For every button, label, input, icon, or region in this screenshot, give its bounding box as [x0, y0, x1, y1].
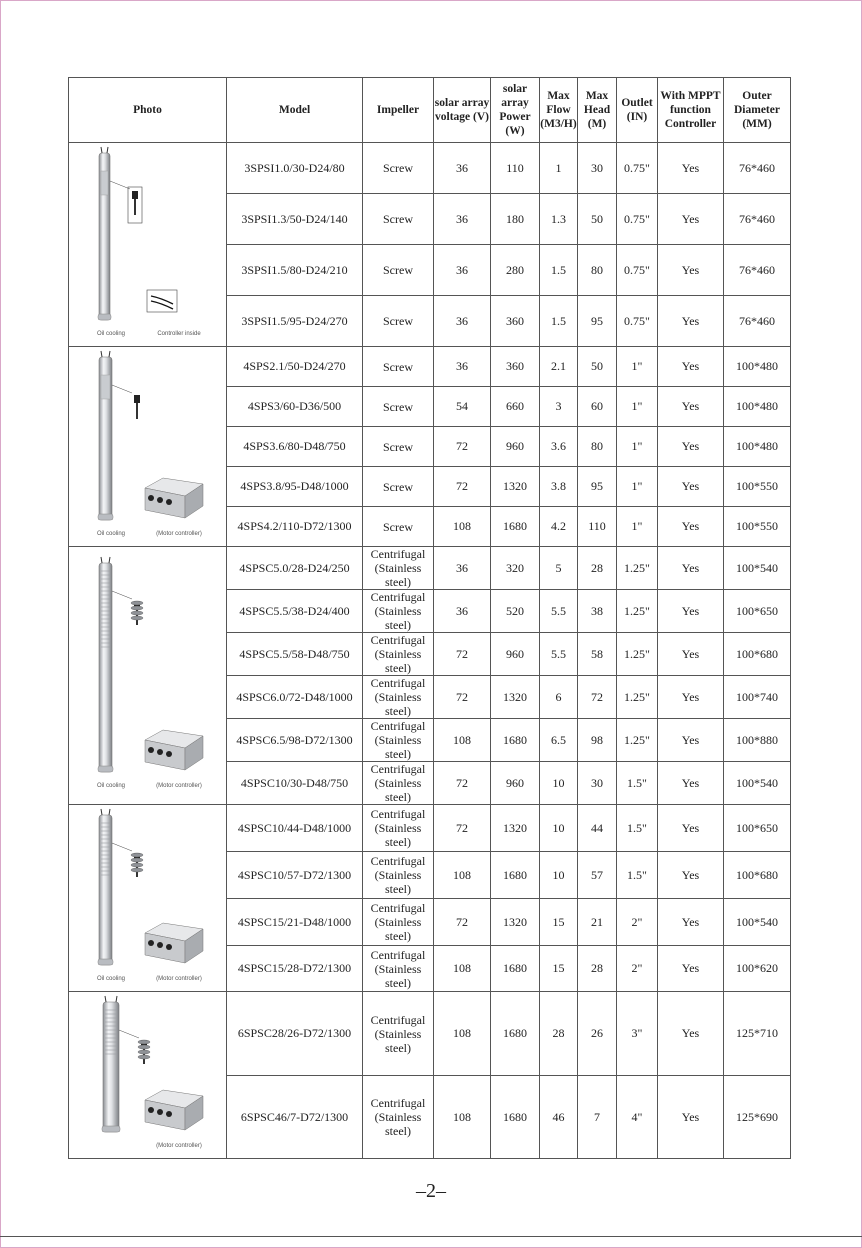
flow-cell: 3.6 — [540, 427, 578, 467]
flow-cell: 4.2 — [540, 507, 578, 547]
head-cell: 50 — [578, 347, 617, 387]
head-cell: 38 — [578, 590, 617, 633]
photo-cell — [69, 547, 227, 805]
impeller-inset — [119, 1030, 150, 1064]
voltage-cell: 72 — [434, 805, 491, 852]
model-cell: 3SPSI1.0/30-D24/80 — [227, 143, 363, 194]
impeller-inset — [112, 591, 143, 625]
voltage-cell: 36 — [434, 245, 491, 296]
flow-cell: 1 — [540, 143, 578, 194]
controller-photo — [145, 478, 203, 518]
table-row — [69, 347, 791, 387]
diameter-cell: 100*550 — [724, 467, 791, 507]
power-cell: 960 — [491, 427, 540, 467]
diameter-cell: 100*550 — [724, 507, 791, 547]
photo-caption-right: Controller inside — [157, 331, 201, 337]
impeller-cell: Centrifugal (Stainless steel) — [363, 719, 434, 762]
controller-photo — [145, 1090, 203, 1130]
model-cell: 4SPSC10/44-D48/1000 — [227, 805, 363, 852]
outlet-cell: 1.5" — [617, 805, 658, 852]
head-cell: 58 — [578, 633, 617, 676]
diameter-cell: 76*460 — [724, 296, 791, 347]
header-photo: Photo — [69, 78, 227, 143]
photo-caption-left: Oil cooling — [96, 531, 126, 537]
photo-caption-left: Oil cooling — [96, 976, 126, 982]
power-cell: 360 — [491, 347, 540, 387]
mppt-cell: Yes — [658, 719, 724, 762]
diameter-cell: 76*460 — [724, 245, 791, 296]
flow-cell: 3.8 — [540, 467, 578, 507]
page-number: –2– — [416, 1180, 446, 1202]
voltage-cell: 108 — [434, 946, 491, 992]
voltage-cell: 108 — [434, 992, 491, 1076]
photo-caption-left: Oil cooling — [96, 331, 126, 337]
flow-cell: 5 — [540, 547, 578, 590]
power-cell: 1320 — [491, 676, 540, 719]
mppt-cell: Yes — [658, 245, 724, 296]
header-impeller: Impeller — [363, 78, 434, 143]
diameter-cell: 100*680 — [724, 633, 791, 676]
controller-photo — [145, 730, 203, 770]
flow-cell: 10 — [540, 762, 578, 805]
outlet-cell: 0.75" — [617, 143, 658, 194]
diameter-cell: 76*460 — [724, 143, 791, 194]
mppt-cell: Yes — [658, 762, 724, 805]
diameter-cell: 100*650 — [724, 590, 791, 633]
header-voltage: solar array voltage (V) — [434, 78, 491, 143]
diameter-cell: 100*740 — [724, 676, 791, 719]
mppt-cell: Yes — [658, 296, 724, 347]
pump-photo — [98, 809, 113, 965]
mppt-cell: Yes — [658, 143, 724, 194]
power-cell: 110 — [491, 143, 540, 194]
outlet-cell: 2" — [617, 946, 658, 992]
head-cell: 110 — [578, 507, 617, 547]
impeller-cell: Centrifugal (Stainless steel) — [363, 899, 434, 946]
outlet-cell: 1" — [617, 347, 658, 387]
power-cell: 1680 — [491, 946, 540, 992]
model-cell: 4SPSC6.5/98-D72/1300 — [227, 719, 363, 762]
mppt-cell: Yes — [658, 427, 724, 467]
flow-cell: 10 — [540, 852, 578, 899]
outlet-cell: 0.75" — [617, 194, 658, 245]
model-cell: 3SPSI1.5/80-D24/210 — [227, 245, 363, 296]
impeller-cell: Centrifugal (Stainless steel) — [363, 852, 434, 899]
diameter-cell: 125*710 — [724, 992, 791, 1076]
diameter-cell: 100*480 — [724, 387, 791, 427]
header-flow: Max Flow (M3/H) — [540, 78, 578, 143]
product-photo — [69, 805, 226, 991]
voltage-cell: 72 — [434, 762, 491, 805]
power-cell: 1320 — [491, 467, 540, 507]
outlet-cell: 1.5" — [617, 852, 658, 899]
model-cell: 4SPSC10/30-D48/750 — [227, 762, 363, 805]
pump-photo — [102, 996, 120, 1132]
head-cell: 30 — [578, 143, 617, 194]
outlet-cell: 0.75" — [617, 245, 658, 296]
power-cell: 320 — [491, 547, 540, 590]
head-cell: 50 — [578, 194, 617, 245]
voltage-cell: 108 — [434, 1076, 491, 1159]
diameter-cell: 76*460 — [724, 194, 791, 245]
flow-cell: 1.3 — [540, 194, 578, 245]
bottom-rule — [0, 1236, 862, 1237]
mppt-cell: Yes — [658, 547, 724, 590]
photo-caption-right: (Motor controller) — [156, 1143, 202, 1149]
head-cell: 80 — [578, 427, 617, 467]
voltage-cell: 72 — [434, 899, 491, 946]
head-cell: 95 — [578, 296, 617, 347]
head-cell: 30 — [578, 762, 617, 805]
power-cell: 360 — [491, 296, 540, 347]
outlet-cell: 0.75" — [617, 296, 658, 347]
impeller-inset — [112, 843, 143, 877]
impeller-cell: Screw — [363, 387, 434, 427]
mppt-cell: Yes — [658, 633, 724, 676]
photo-cell — [69, 143, 227, 347]
outlet-cell: 1" — [617, 507, 658, 547]
impeller-cell: Centrifugal (Stainless steel) — [363, 992, 434, 1076]
outlet-cell: 1.25" — [617, 633, 658, 676]
model-cell: 4SPSC15/21-D48/1000 — [227, 899, 363, 946]
power-cell: 1680 — [491, 852, 540, 899]
outlet-cell: 1.5" — [617, 762, 658, 805]
outlet-cell: 1.25" — [617, 547, 658, 590]
head-cell: 21 — [578, 899, 617, 946]
power-cell: 960 — [491, 762, 540, 805]
pump-photo — [98, 351, 113, 520]
flow-cell: 3 — [540, 387, 578, 427]
flow-cell: 2.1 — [540, 347, 578, 387]
power-cell: 280 — [491, 245, 540, 296]
flow-cell: 1.5 — [540, 296, 578, 347]
table-row — [69, 143, 791, 194]
outlet-cell: 1.25" — [617, 676, 658, 719]
power-cell: 1680 — [491, 992, 540, 1076]
photo-cell — [69, 347, 227, 547]
mppt-cell: Yes — [658, 805, 724, 852]
impeller-cell: Centrifugal (Stainless steel) — [363, 633, 434, 676]
head-cell: 28 — [578, 946, 617, 992]
outlet-cell: 1" — [617, 427, 658, 467]
diameter-cell: 125*690 — [724, 1076, 791, 1159]
outlet-cell: 1.25" — [617, 719, 658, 762]
mppt-cell: Yes — [658, 347, 724, 387]
product-photo — [69, 143, 226, 346]
voltage-cell: 36 — [434, 143, 491, 194]
impeller-cell: Screw — [363, 296, 434, 347]
table-row — [69, 992, 791, 1076]
photo-caption-right: (Motor controller) — [156, 531, 202, 537]
head-cell: 57 — [578, 852, 617, 899]
photo-cell — [69, 992, 227, 1159]
voltage-cell: 36 — [434, 547, 491, 590]
model-cell: 6SPSC46/7-D72/1300 — [227, 1076, 363, 1159]
photo-cell — [69, 805, 227, 992]
diameter-cell: 100*650 — [724, 805, 791, 852]
impeller-cell: Centrifugal (Stainless steel) — [363, 547, 434, 590]
model-cell: 4SPS4.2/110-D72/1300 — [227, 507, 363, 547]
product-photo — [69, 553, 226, 798]
power-cell: 1320 — [491, 805, 540, 852]
photo-caption-right: (Motor controller) — [156, 976, 202, 982]
model-cell: 4SPSC15/28-D72/1300 — [227, 946, 363, 992]
model-cell: 4SPS3.6/80-D48/750 — [227, 427, 363, 467]
header-head: Max Head (M) — [578, 78, 617, 143]
diameter-cell: 100*480 — [724, 347, 791, 387]
head-cell: 98 — [578, 719, 617, 762]
mppt-cell: Yes — [658, 387, 724, 427]
model-cell: 4SPSC5.0/28-D24/250 — [227, 547, 363, 590]
voltage-cell: 36 — [434, 590, 491, 633]
mppt-cell: Yes — [658, 590, 724, 633]
flow-cell: 10 — [540, 805, 578, 852]
voltage-cell: 36 — [434, 194, 491, 245]
voltage-cell: 72 — [434, 633, 491, 676]
photo-caption-right: (Motor controller) — [156, 783, 202, 789]
head-cell: 44 — [578, 805, 617, 852]
power-cell: 520 — [491, 590, 540, 633]
power-cell: 1320 — [491, 899, 540, 946]
diameter-cell: 100*620 — [724, 946, 791, 992]
impeller-inset — [110, 181, 142, 223]
controller-photo — [145, 923, 203, 963]
impeller-inset — [112, 385, 140, 419]
outlet-cell: 1" — [617, 467, 658, 507]
photo-caption-left: Oil cooling — [96, 783, 126, 789]
voltage-cell: 36 — [434, 347, 491, 387]
impeller-cell: Centrifugal (Stainless steel) — [363, 676, 434, 719]
diameter-cell: 100*540 — [724, 762, 791, 805]
diameter-cell: 100*540 — [724, 899, 791, 946]
mppt-cell: Yes — [658, 899, 724, 946]
flow-cell: 5.5 — [540, 633, 578, 676]
impeller-cell: Screw — [363, 427, 434, 467]
impeller-cell: Screw — [363, 143, 434, 194]
head-cell: 95 — [578, 467, 617, 507]
voltage-cell: 72 — [434, 467, 491, 507]
model-cell: 4SPS3.8/95-D48/1000 — [227, 467, 363, 507]
mppt-cell: Yes — [658, 1076, 724, 1159]
mppt-cell: Yes — [658, 467, 724, 507]
voltage-cell: 108 — [434, 507, 491, 547]
diameter-cell: 100*880 — [724, 719, 791, 762]
power-cell: 660 — [491, 387, 540, 427]
power-cell: 180 — [491, 194, 540, 245]
impeller-cell: Centrifugal (Stainless steel) — [363, 805, 434, 852]
model-cell: 6SPSC28/26-D72/1300 — [227, 992, 363, 1076]
head-cell: 26 — [578, 992, 617, 1076]
impeller-cell: Centrifugal (Stainless steel) — [363, 762, 434, 805]
impeller-cell: Screw — [363, 194, 434, 245]
table-row — [69, 805, 791, 852]
product-photo — [69, 347, 226, 546]
header-power: solar array Power (W) — [491, 78, 540, 143]
power-cell: 1680 — [491, 719, 540, 762]
header-outlet: Outlet (IN) — [617, 78, 658, 143]
model-cell: 4SPSC5.5/58-D48/750 — [227, 633, 363, 676]
mppt-cell: Yes — [658, 946, 724, 992]
header-model: Model — [227, 78, 363, 143]
outlet-cell: 1.25" — [617, 590, 658, 633]
mppt-cell: Yes — [658, 852, 724, 899]
head-cell: 80 — [578, 245, 617, 296]
impeller-cell: Screw — [363, 507, 434, 547]
diameter-cell: 100*680 — [724, 852, 791, 899]
flow-cell: 15 — [540, 946, 578, 992]
model-cell: 3SPSI1.5/95-D24/270 — [227, 296, 363, 347]
power-cell: 960 — [491, 633, 540, 676]
model-cell: 4SPSC6.0/72-D48/1000 — [227, 676, 363, 719]
impeller-cell: Centrifugal (Stainless steel) — [363, 946, 434, 992]
outlet-cell: 2" — [617, 899, 658, 946]
impeller-cell: Centrifugal (Stainless steel) — [363, 1076, 434, 1159]
model-cell: 4SPS2.1/50-D24/270 — [227, 347, 363, 387]
flow-cell: 6.5 — [540, 719, 578, 762]
head-cell: 7 — [578, 1076, 617, 1159]
controller-photo — [147, 290, 177, 312]
model-cell: 4SPSC10/57-D72/1300 — [227, 852, 363, 899]
impeller-cell: Screw — [363, 347, 434, 387]
head-cell: 28 — [578, 547, 617, 590]
head-cell: 60 — [578, 387, 617, 427]
power-cell: 1680 — [491, 1076, 540, 1159]
mppt-cell: Yes — [658, 992, 724, 1076]
impeller-cell: Screw — [363, 245, 434, 296]
power-cell: 1680 — [491, 507, 540, 547]
voltage-cell: 72 — [434, 676, 491, 719]
header-row — [69, 78, 791, 143]
flow-cell: 6 — [540, 676, 578, 719]
voltage-cell: 54 — [434, 387, 491, 427]
flow-cell: 5.5 — [540, 590, 578, 633]
voltage-cell: 72 — [434, 427, 491, 467]
outlet-cell: 1" — [617, 387, 658, 427]
mppt-cell: Yes — [658, 507, 724, 547]
flow-cell: 46 — [540, 1076, 578, 1159]
outlet-cell: 4" — [617, 1076, 658, 1159]
impeller-cell: Screw — [363, 467, 434, 507]
voltage-cell: 108 — [434, 719, 491, 762]
diameter-cell: 100*480 — [724, 427, 791, 467]
product-photo — [69, 992, 226, 1158]
pump-photo — [98, 147, 111, 320]
flow-cell: 28 — [540, 992, 578, 1076]
impeller-cell: Centrifugal (Stainless steel) — [363, 590, 434, 633]
outlet-cell: 3" — [617, 992, 658, 1076]
model-cell: 4SPS3/60-D36/500 — [227, 387, 363, 427]
mppt-cell: Yes — [658, 194, 724, 245]
voltage-cell: 36 — [434, 296, 491, 347]
model-cell: 4SPSC5.5/38-D24/400 — [227, 590, 363, 633]
table-row — [69, 547, 791, 590]
header-diameter: Outer Diameter (MM) — [724, 78, 791, 143]
model-cell: 3SPSI1.3/50-D24/140 — [227, 194, 363, 245]
pump-photo — [98, 557, 113, 772]
flow-cell: 15 — [540, 899, 578, 946]
flow-cell: 1.5 — [540, 245, 578, 296]
mppt-cell: Yes — [658, 676, 724, 719]
head-cell: 72 — [578, 676, 617, 719]
diameter-cell: 100*540 — [724, 547, 791, 590]
header-mppt: With MPPT function Controller — [658, 78, 724, 143]
pump-spec-table — [68, 77, 791, 1159]
voltage-cell: 108 — [434, 852, 491, 899]
